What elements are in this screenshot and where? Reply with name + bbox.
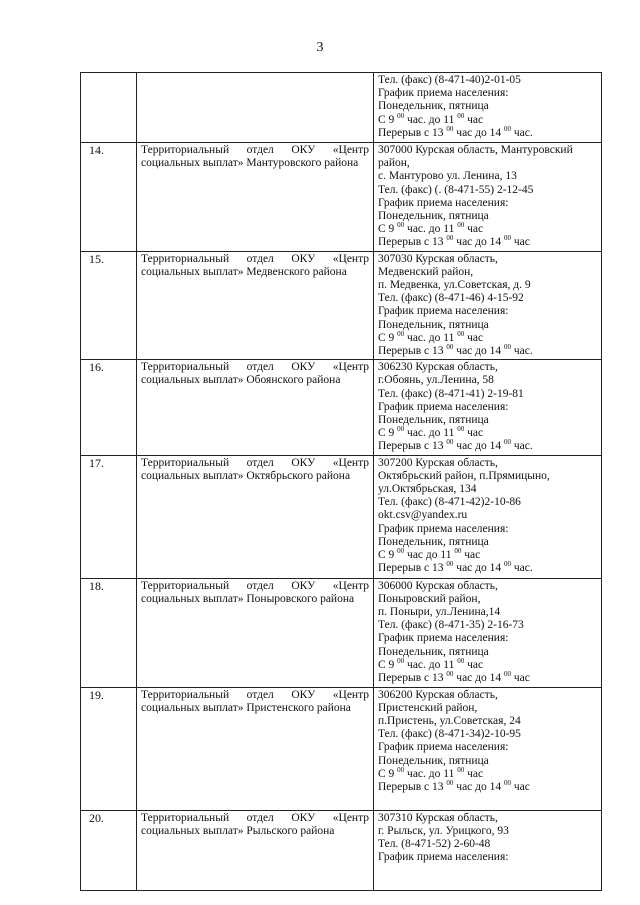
contact-line: 306000 Курская область, (378, 579, 498, 592)
contact-line: п. Медвенка, ул.Советская, д. 9 (378, 279, 531, 292)
superscript-minutes: 00 (446, 343, 454, 352)
superscript-minutes: 00 (504, 670, 511, 679)
contact-line: 307030 Курская область, (378, 252, 498, 265)
contact-line: Перерыв с 13 $^{00}$ час до 14 $^{00}$ час. (378, 560, 533, 575)
contact-line: График приема населения: (378, 632, 509, 645)
office-name: Территориальный отдел ОКУ «Центр социальных выплат» Медвенского района (137, 251, 374, 360)
offices-table-body (81, 73, 602, 891)
contact-line: График приема населения: (378, 851, 509, 864)
contact-line: Перерыв с 13 $^{00}$ час до 14 $^{00}$ час. (378, 438, 533, 453)
contact-line: График приема населения: (378, 196, 509, 209)
row-number: 14. (81, 143, 137, 252)
contact-line: район, (378, 157, 410, 170)
row-number: 19. (81, 687, 137, 810)
contact-line: Тел. (факс) (8-471-42)2-10-86 (378, 496, 521, 509)
superscript-minutes: 00 (504, 343, 511, 352)
contact-line: Понедельник, пятница (378, 645, 489, 658)
superscript-minutes: 00 (457, 425, 465, 434)
superscript-minutes: 00 (454, 547, 462, 556)
contact-line: 307000 Курская область, Мантуровский (378, 144, 573, 156)
office-name: Территориальный отдел ОКУ «Центр социальных выплат» Мантуровского района (137, 143, 374, 252)
superscript-minutes: 00 (457, 765, 465, 774)
contact-line: Понедельник, пятница (378, 535, 489, 548)
office-contacts (374, 687, 602, 810)
contact-line: Пристенский район, (378, 701, 478, 714)
contact-line: Октябрьский район, п.Прямицыно, (378, 469, 550, 482)
contact-line: С 9 $^{00}$ час. до 11 $^{00}$ час (378, 111, 484, 126)
contact-line: Тел. (факс) (8-471-40)2-01-05 (378, 74, 521, 86)
superscript-minutes: 00 (457, 221, 465, 230)
contact-line: Тел. (факс) (8-471-41) 2-19-81 (378, 387, 524, 400)
office-contacts (374, 73, 602, 143)
contact-line: С 9 $^{00}$ час до 11 $^{00}$ час (378, 547, 481, 562)
contact-line: С 9 $^{00}$ час. до 11 $^{00}$ час (378, 221, 484, 236)
contact-line: 306230 Курская область, (378, 361, 498, 374)
office-name: Территориальный отдел ОКУ «Центр социальных выплат» Рыльского района (137, 810, 374, 890)
contact-line: График приема населения: (378, 305, 509, 318)
contact-line: Понедельник, пятница (378, 318, 489, 331)
office-contacts (374, 251, 602, 360)
contact-line: Перерыв с 13 $^{00}$ час до 14 $^{00}$ час. (378, 343, 533, 358)
superscript-minutes: 00 (397, 329, 405, 338)
office-name: Территориальный отдел ОКУ «Центр социальных выплат» Обоянского района (137, 360, 374, 455)
row-number: 15. (81, 251, 137, 360)
contact-line: п. Поныри, ул.Ленина,14 (378, 606, 501, 619)
offices-table (80, 72, 602, 891)
superscript-minutes: 00 (504, 779, 511, 788)
superscript-minutes: 00 (446, 234, 454, 243)
row-number: 16. (81, 360, 137, 455)
table-row (81, 360, 602, 455)
contact-line: ул.Октябрьская, 134 (378, 483, 477, 496)
superscript-minutes: 00 (457, 111, 465, 120)
contact-line: 307310 Курская область, (378, 811, 498, 824)
row-number: 20. (81, 810, 137, 890)
contact-line: 307200 Курская область, (378, 456, 498, 469)
office-contacts (374, 810, 602, 890)
contact-line: С 9 $^{00}$ час. до 11 $^{00}$ час (378, 329, 484, 344)
contact-line: Понедельник, пятница (378, 100, 489, 113)
superscript-minutes: 00 (397, 425, 405, 434)
superscript-minutes: 00 (397, 111, 405, 120)
superscript-minutes: 00 (457, 656, 465, 665)
office-name: Территориальный отдел ОКУ «Центр социальных выплат» Пристенского района (137, 687, 374, 810)
contact-line: Тел. (8-471-52) 2-60-48 (378, 838, 491, 851)
contact-line: Понедельник, пятница (378, 210, 489, 223)
contact-line: Понедельник, пятница (378, 414, 489, 427)
table-row (81, 455, 602, 578)
contact-line: 306200 Курская область, (378, 688, 498, 701)
superscript-minutes: 00 (446, 124, 454, 133)
contact-line: Перерыв с 13 $^{00}$ час до 14 $^{00}$ час. (378, 124, 533, 139)
contact-line: Тел. (факс) (8-471-34)2-10-95 (378, 728, 521, 741)
superscript-minutes: 00 (446, 670, 454, 679)
office-contacts (374, 455, 602, 578)
table-row (81, 810, 602, 890)
superscript-minutes: 00 (397, 656, 405, 665)
contact-line: Медвенский район, (378, 265, 474, 278)
contact-line: Перерыв с 13 $^{00}$ час до 14 $^{00}$ час (378, 234, 530, 249)
contact-line: С 9 $^{00}$ час. до 11 $^{00}$ час (378, 765, 484, 780)
contact-line: График приема населения: (378, 741, 509, 754)
superscript-minutes: 00 (504, 560, 511, 569)
contact-line: Перерыв с 13 $^{00}$ час до 14 $^{00}$ час (378, 779, 530, 794)
office-contacts (374, 143, 602, 252)
office-name (137, 73, 374, 143)
contact-line: Тел. (факс) (. (8-471-55) 2-12-45 (378, 183, 534, 196)
superscript-minutes: 00 (446, 560, 454, 569)
table-row (81, 687, 602, 810)
table-row (81, 578, 602, 687)
contact-line: График приема населения: (378, 87, 509, 100)
office-contacts (374, 360, 602, 455)
superscript-minutes: 00 (504, 438, 511, 447)
row-number: 17. (81, 455, 137, 578)
superscript-minutes: 00 (504, 124, 511, 133)
row-number: 18. (81, 578, 137, 687)
contact-line: Перерыв с 13 $^{00}$ час до 14 $^{00}$ час (378, 670, 530, 685)
superscript-minutes: 00 (446, 779, 454, 788)
table-row (81, 251, 602, 360)
contact-line: Тел. (факс) (8-471-35) 2-16-73 (378, 619, 524, 632)
page-number: 3 (316, 40, 324, 55)
contact-line: График приема населения: (378, 522, 509, 535)
contact-line: г. Рыльск, ул. Урицкого, 93 (378, 824, 509, 837)
table-row (81, 143, 602, 252)
row-number (81, 73, 137, 143)
superscript-minutes: 00 (397, 221, 405, 230)
superscript-minutes: 00 (457, 329, 465, 338)
superscript-minutes: 00 (504, 234, 511, 243)
superscript-minutes: 00 (397, 547, 405, 556)
contact-line: С 9 $^{00}$ час. до 11 $^{00}$ час (378, 425, 484, 440)
office-name: Территориальный отдел ОКУ «Центр социальных выплат» Октябрьского района (137, 455, 374, 578)
contact-line: п.Пристень, ул.Советская, 24 (378, 715, 521, 728)
contact-line: График приема населения: (378, 400, 509, 413)
contact-line: г.Обоянь, ул.Ленина, 58 (378, 374, 494, 387)
office-name: Территориальный отдел ОКУ «Центр социальных выплат» Поныровского района (137, 578, 374, 687)
superscript-minutes: 00 (397, 765, 405, 774)
table-row (81, 73, 602, 143)
contact-line: с. Мантурово ул. Ленина, 13 (378, 170, 517, 183)
contact-line: Поныровский район, (378, 592, 481, 605)
contact-line: Тел. (факс) (8-471-46) 4-15-92 (378, 292, 524, 305)
contact-line: okt.csv@yandex.ru (378, 509, 468, 522)
contact-line: С 9 $^{00}$ час. до 11 $^{00}$ час (378, 656, 484, 671)
contact-line: Понедельник, пятница (378, 754, 489, 767)
office-contacts (374, 578, 602, 687)
superscript-minutes: 00 (446, 438, 454, 447)
